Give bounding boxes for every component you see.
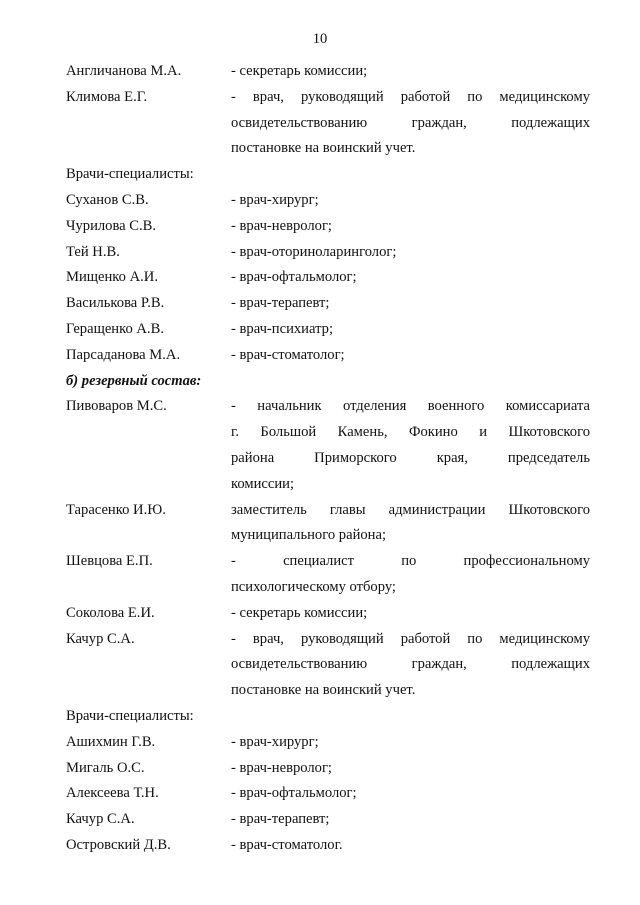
member-role: - секретарь комиссии; <box>231 63 368 79</box>
member-role-continuation <box>66 111 590 137</box>
member-row <box>66 265 590 291</box>
member-name: Англичанова М.А. <box>66 63 182 79</box>
member-row <box>66 498 590 524</box>
member-row <box>66 85 590 111</box>
member-name: Качур С.А. <box>66 630 135 647</box>
member-role: г. Большой Камень, Фокино и Шкотовского <box>231 424 590 441</box>
member-row <box>66 317 590 343</box>
reserve-heading: б) резервный состав: <box>66 372 202 389</box>
member-role: района Приморского края, председатель <box>231 449 590 466</box>
member-role: - врач-терапевт; <box>231 295 330 312</box>
member-role: постановке на воинский учет. <box>231 682 416 699</box>
member-role: заместитель главы администрации Шкотовского <box>231 501 590 518</box>
member-row <box>66 343 590 369</box>
member-role: - врач-офтальмолог; <box>231 269 357 286</box>
member-role-continuation <box>66 523 590 549</box>
member-role: - врач-хирург; <box>231 191 319 208</box>
member-name: Алексеева Т.Н. <box>66 785 159 802</box>
member-name: Чурилова С.В. <box>66 217 157 234</box>
member-role: - врач-психиатр; <box>231 320 333 337</box>
member-role: постановке на воинский учет. <box>231 140 416 157</box>
member-role: - врач-невролог; <box>231 217 332 234</box>
member-row <box>66 730 590 756</box>
member-row <box>66 781 590 807</box>
member-role: - врач, руководящий работой по медицинскому <box>231 88 590 105</box>
member-name: Мигаль О.С. <box>66 759 145 776</box>
member-role-continuation <box>66 472 590 498</box>
member-role: психологическому отбору; <box>231 578 396 595</box>
member-row <box>66 214 590 240</box>
member-role: - врач, руководящий работой по медицинскому <box>231 630 590 647</box>
member-role-continuation <box>66 652 590 678</box>
member-role: освидетельствованию граждан, подлежащих <box>231 656 590 673</box>
member-name: Пивоваров М.С. <box>66 398 167 415</box>
member-name: Качур С.А. <box>66 811 135 828</box>
member-row <box>66 601 590 627</box>
section-heading: Врачи-специалисты: <box>66 707 194 724</box>
member-row <box>66 240 590 266</box>
member-role: - врач-стоматолог. <box>231 836 343 853</box>
member-row <box>66 833 590 859</box>
member-name: Суханов С.В. <box>66 191 149 208</box>
member-row <box>66 188 590 214</box>
member-role: - врач-терапевт; <box>231 811 330 828</box>
member-role-continuation <box>66 420 590 446</box>
member-name: Шевцова Е.П. <box>66 553 153 570</box>
member-row <box>66 549 590 575</box>
member-name: Соколова Е.И. <box>66 604 155 621</box>
member-name: Василькова Р.В. <box>66 295 165 312</box>
member-role-continuation <box>66 678 590 704</box>
member-name: Тей Н.В. <box>66 243 120 260</box>
member-name: Геращенко А.В. <box>66 320 164 337</box>
member-row <box>66 627 590 653</box>
member-name: Климова Е.Г. <box>66 88 148 105</box>
member-role: - специалист по профессиональному <box>231 553 590 570</box>
member-role-continuation <box>66 575 590 601</box>
member-role: - врач-офтальмолог; <box>231 785 357 802</box>
member-row <box>66 807 590 833</box>
section-heading: Врачи-специалисты: <box>66 166 194 183</box>
member-name: Парсаданова М.А. <box>66 346 181 363</box>
member-name: Ашихмин Г.В. <box>66 733 156 750</box>
member-role: - начальник отделения военного комиссариата <box>231 398 590 415</box>
page-number: 10 <box>312 31 328 47</box>
member-role: муниципального района; <box>231 527 387 544</box>
member-role: - врач-оториноларинголог; <box>231 243 397 260</box>
member-name: Мищенко А.И. <box>66 269 158 286</box>
member-name: Тарасенко И.Ю. <box>66 501 166 518</box>
member-role-continuation <box>66 136 590 162</box>
commission-list <box>66 59 590 859</box>
member-name: Островский Д.В. <box>66 836 171 853</box>
member-role: - секретарь комиссии; <box>231 604 368 621</box>
member-row <box>66 756 590 782</box>
member-row <box>66 59 590 85</box>
member-role-continuation <box>66 446 590 472</box>
member-role: - врач-стоматолог; <box>231 346 345 363</box>
member-row <box>66 291 590 317</box>
member-row <box>66 394 590 420</box>
member-role: комиссии; <box>231 475 295 492</box>
member-role: освидетельствованию граждан, подлежащих <box>231 114 590 131</box>
member-role: - врач-невролог; <box>231 759 332 776</box>
member-role: - врач-хирург; <box>231 733 319 750</box>
